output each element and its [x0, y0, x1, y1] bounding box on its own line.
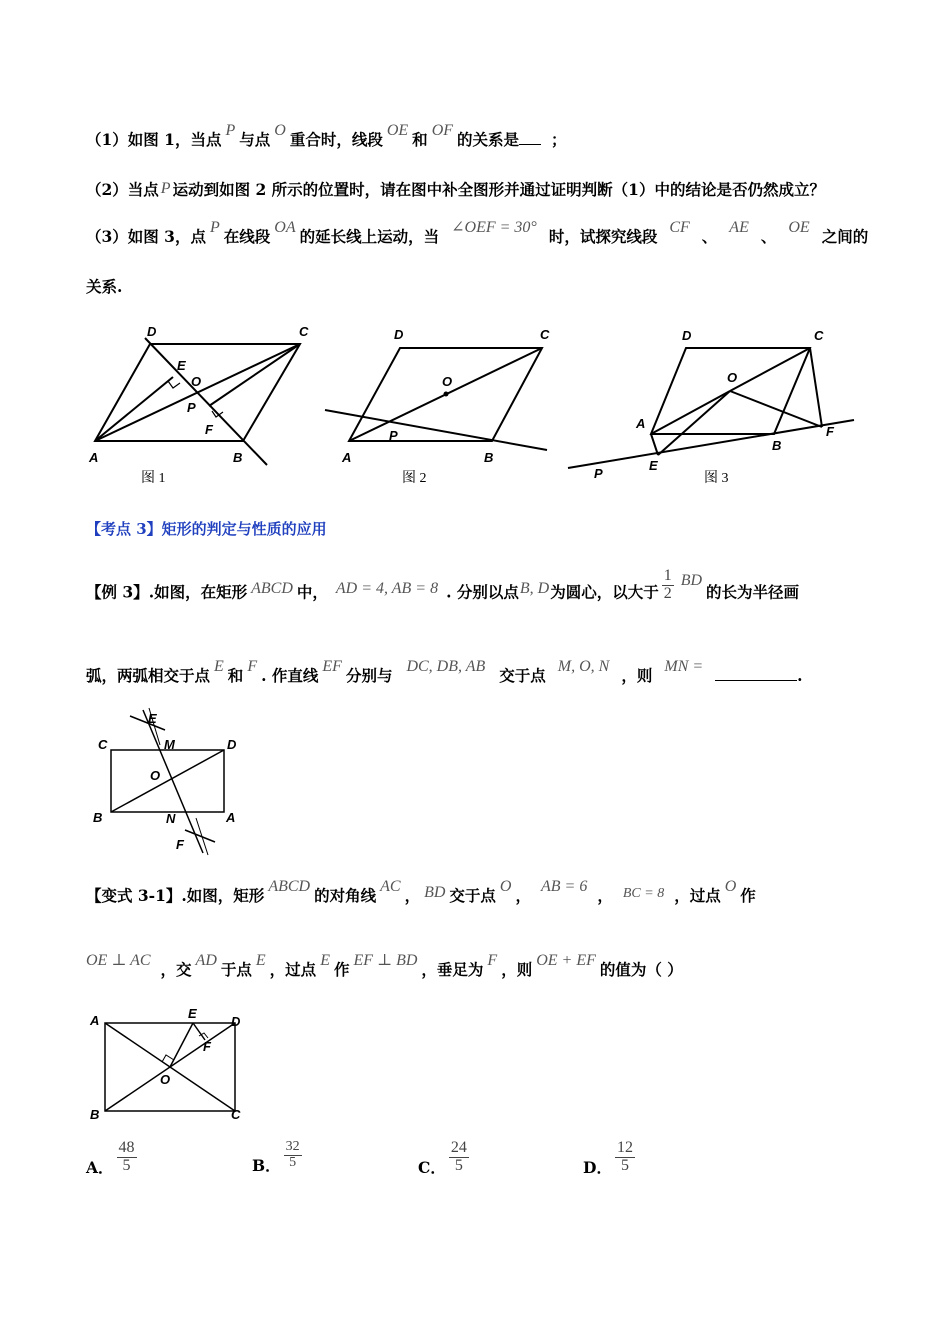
figure-3 — [564, 318, 859, 493]
example-3: 【例 3】.如图，在矩形 ABCD 中， AD = 4, AB = 8 . 分别以点B, D为圆心，以大于 $\frac{1}{2}$ BD的长为半径画 — [86, 567, 800, 602]
label-f: F — [826, 424, 834, 439]
label-e: E — [188, 1006, 197, 1021]
label-d: D — [231, 1014, 241, 1029]
label-o: O — [727, 370, 738, 385]
label-b: B — [233, 450, 243, 465]
label-d: D — [394, 327, 404, 342]
question-3: （3）如图 3，点 P 在线段 OA 的延长线上运动，当 ∠OEF = 30° 时，试探究线段 CF 、 AE 、 OE 之间的 — [86, 219, 869, 246]
label-b: B — [484, 450, 494, 465]
option-a[interactable]: A． $\frac{48}{5}$ — [86, 1139, 135, 1178]
caption-fig2: 图 2 — [402, 471, 427, 486]
caption-fig1: 图 1 — [141, 471, 166, 486]
label-o: O — [442, 374, 453, 389]
label-c: C — [814, 328, 824, 343]
label-p: P — [594, 466, 603, 481]
answer-blank — [519, 144, 541, 145]
label-d: D — [147, 324, 157, 339]
question-1: （1）如图 1，当点 P 与点 O 重合时，线段 OE 和 OF 的关系是 ； — [86, 122, 567, 149]
label-b: B — [93, 810, 103, 825]
label-d: D — [227, 737, 237, 752]
label-a: A — [636, 416, 646, 431]
option-c[interactable]: C． $\frac{24}{5}$ — [418, 1139, 467, 1178]
label-f: F — [205, 422, 213, 437]
label-b: B — [90, 1107, 100, 1122]
variant-3-1-figure — [85, 1003, 255, 1128]
label-e: E — [148, 711, 157, 726]
label-a: A — [226, 810, 236, 825]
caption-fig3: 图 3 — [704, 471, 729, 486]
label-o: O — [160, 1072, 171, 1087]
option-b[interactable]: B． $\frac{32}{5}$ — [252, 1139, 300, 1176]
label-e: E — [649, 458, 658, 473]
label-c: C — [299, 324, 309, 339]
label-m: M — [164, 737, 175, 752]
label-o: O — [150, 768, 161, 783]
label-c: C — [231, 1107, 241, 1122]
label-c: C — [98, 737, 108, 752]
label-c: C — [540, 327, 550, 342]
variant-3-1-cont: OE ⊥ AC ，交 AD 于点 E ，过点 E 作 EF ⊥ BD ，垂足为 F ，则 OE + EF 的值为（ ） — [86, 952, 683, 979]
label-p: P — [389, 428, 398, 443]
question-3-cont: 关系. — [86, 277, 123, 296]
label-a: A — [90, 1013, 100, 1028]
question-2: （2）当点 P 运动到如图 2 所示的位置时，请在图中补全图形并通过证明判断（1）中的结论是否仍然成立？ — [86, 180, 825, 199]
example-3-cont: 弧，两弧相交于点 E 和 F . 作直线 EF 分别与 DC, DB, AB 交于点 M, O, N ，则 MN = . — [86, 658, 803, 685]
label-b: B — [772, 438, 782, 453]
label-d: D — [682, 328, 692, 343]
answer-blank — [715, 680, 797, 681]
label-n: N — [166, 811, 176, 826]
label-o: O — [191, 374, 202, 389]
figure-1 — [85, 318, 330, 493]
variant-3-1: 【变式 3-1】.如图，矩形 ABCD 的对角线 AC ， BD 交于点 O ， AB = 6 ， BC = 8 ，过点 O 作 — [86, 878, 756, 905]
option-d[interactable]: D． $\frac{12}{5}$ — [583, 1139, 633, 1178]
section-heading: 【考点 3】矩形的判定与性质的应用 — [86, 520, 327, 538]
label-e: E — [177, 358, 186, 373]
label-f: F — [176, 837, 184, 852]
figure-2 — [322, 318, 557, 493]
label-f: F — [203, 1039, 211, 1054]
label-a: A — [342, 450, 352, 465]
label-a: A — [89, 450, 99, 465]
label-p: P — [187, 400, 196, 415]
example-3-figure — [88, 705, 253, 857]
